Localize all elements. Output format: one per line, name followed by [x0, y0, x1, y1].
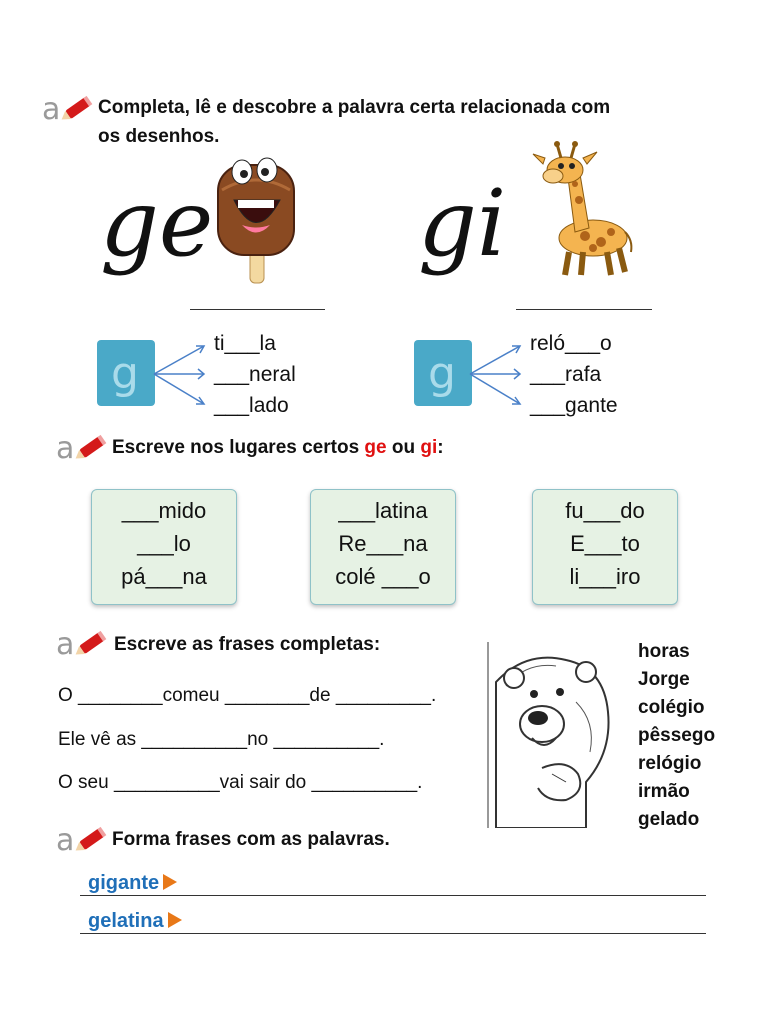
arrows-right-icon [468, 340, 528, 410]
answer-line-gelatina[interactable] [80, 933, 706, 934]
arrow-right-icon [168, 912, 182, 928]
pencil-a-icon [42, 93, 94, 123]
word-card-2 [310, 489, 456, 605]
letter-g-right: g [428, 348, 456, 399]
section1-title-line2: os desenhos. [98, 126, 220, 147]
letter-g-left: g [111, 348, 139, 399]
card-word: colé ___o [335, 564, 431, 589]
pencil-a-icon [56, 432, 108, 462]
letter-g-box-right [414, 340, 472, 406]
word-card-3 [532, 489, 678, 605]
word-gigante [88, 872, 177, 895]
word-bank-item: colégio [638, 697, 705, 718]
word-left-3: ___lado [214, 394, 289, 417]
word-bank [638, 638, 715, 834]
card-word: fu___do [565, 498, 645, 523]
card-word: Re___na [338, 531, 428, 556]
card-word: E___to [570, 531, 640, 556]
word-bank-item: relógio [638, 753, 702, 774]
pencil-a-icon [56, 824, 108, 854]
word-left-2: ___neral [214, 363, 296, 386]
section2-title-ge: ge [364, 437, 387, 458]
word-gelatina [88, 910, 182, 933]
svg-text:a: a [56, 628, 75, 658]
bear-illustration [486, 642, 624, 828]
word-card-1 [91, 489, 237, 605]
giraffe-illustration [515, 140, 635, 280]
section2-title [112, 437, 444, 459]
svg-text:a: a [56, 432, 75, 462]
section1-title-line1: Completa, lê e descobre a palavra certa relacionada com [98, 97, 611, 118]
sentence-2: Ele vê as __________no __________. [58, 729, 385, 750]
card-word: pá___na [121, 564, 207, 589]
card-word: li___iro [569, 564, 641, 589]
section3-title: Escreve as frases completas: [114, 634, 381, 655]
sentence-1: O ________comeu ________de _________. [58, 685, 437, 706]
word-left-1: ti___la [214, 332, 276, 355]
card-word: ___lo [137, 531, 191, 556]
word-right-3: ___gante [530, 394, 618, 417]
arrow-right-icon [163, 874, 177, 890]
pencil-a-icon [56, 628, 108, 658]
section2-title-ou: ou [386, 437, 421, 458]
word-gelatina-label: gelatina [88, 910, 164, 932]
section2-title-gi: gi [420, 437, 438, 458]
arrows-left-icon [152, 340, 212, 410]
word-bank-item: irmão [638, 781, 690, 802]
word-bank-item: horas [638, 641, 690, 662]
ice-cream-illustration [212, 150, 300, 285]
section4-title: Forma frases com as palavras. [112, 829, 390, 850]
syllable-gi: gi [418, 170, 507, 277]
syllable-ge: ge [100, 170, 214, 277]
word-right-1: reló___o [530, 332, 612, 355]
card-word: ___mido [121, 498, 207, 523]
svg-text:a: a [42, 93, 61, 123]
letter-g-box-left [97, 340, 155, 406]
section2-title-colon: : [437, 437, 444, 458]
section2-title-text: Escreve nos lugares certos [112, 437, 365, 458]
word-right-2: ___rafa [530, 363, 602, 386]
svg-text:a: a [56, 824, 75, 854]
word-bank-item: Jorge [638, 669, 690, 690]
word-bank-item: gelado [638, 809, 700, 830]
answer-line-right[interactable] [516, 309, 652, 310]
answer-line-left[interactable] [190, 309, 325, 310]
word-bank-item: pêssego [638, 725, 716, 746]
answer-line-gigante[interactable] [80, 895, 706, 896]
sentence-3: O seu __________vai sair do __________. [58, 772, 423, 793]
word-gigante-label: gigante [88, 872, 160, 894]
card-word: ___latina [338, 498, 428, 523]
